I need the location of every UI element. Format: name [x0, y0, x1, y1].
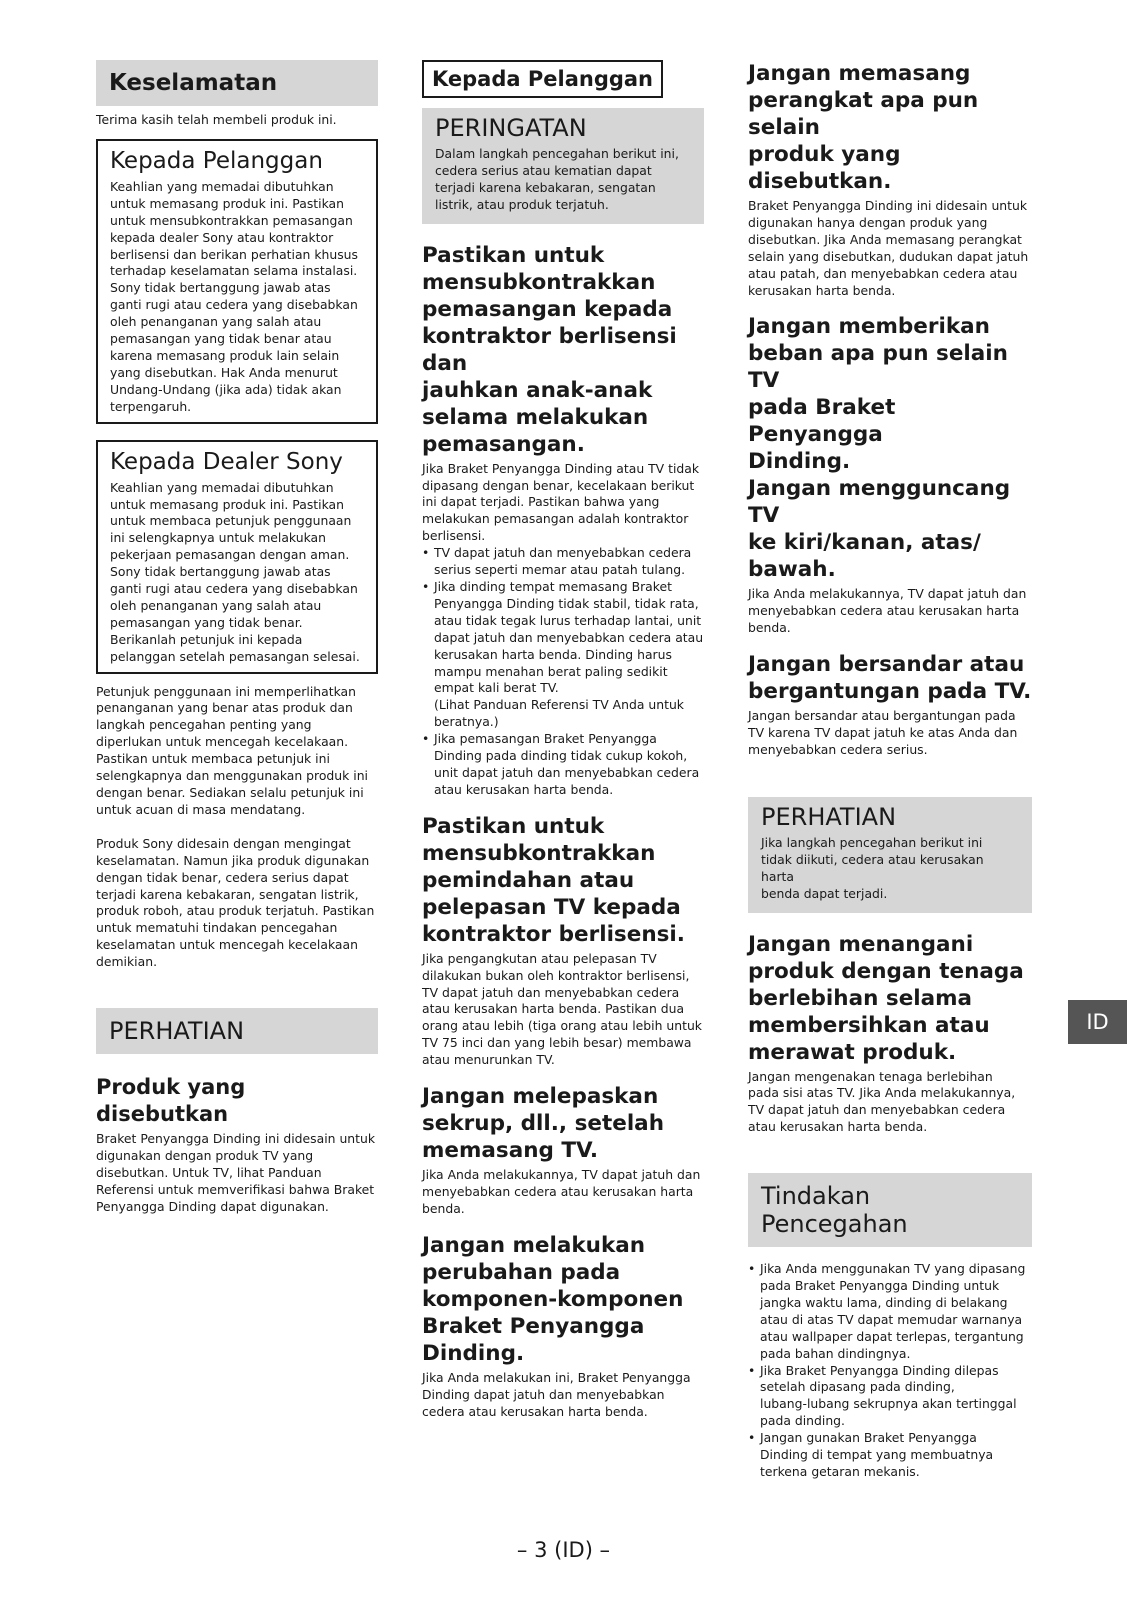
bullet-line: • Jangan gunakan Braket Penyangga [760, 1430, 977, 1446]
caution-title: PERHATIAN [761, 802, 897, 831]
bullet-item [422, 579, 704, 731]
text-line: Jika pengangkutan atau pelepasan TV [422, 950, 657, 966]
intro-paragraph [96, 684, 378, 819]
heading-line: pada Braket Penyangga [748, 395, 896, 448]
text-line: cedera atau kerusakan harta benda. [422, 1403, 648, 1419]
text-line: untuk membaca petunjuk penggunaan [110, 513, 352, 529]
dealer-notice-title: Kepada Dealer Sony [110, 448, 343, 475]
heading-line: jauhkan anak-anak [422, 377, 653, 403]
lean-text [748, 708, 1032, 759]
text-line: Dalam langkah pencegahan berikut ini, [435, 146, 679, 161]
text-line: Braket Penyangga Dinding ini didesain untuk [96, 1131, 376, 1147]
text-line: Jika Braket Penyangga Dinding atau TV tidak [422, 460, 700, 476]
text-line: diperlukan untuk mencegah kecelakaan. [96, 734, 349, 750]
heading-line: membersihkan atau [748, 1012, 990, 1038]
text-line: untuk memasang produk ini. Pastikan [110, 195, 344, 211]
text-line: pada sisi atas TV. Jika Anda melakukannya, [748, 1085, 1016, 1101]
bullet-line: pada bahan dindingnya. [760, 1345, 911, 1361]
text-line: untuk mensubkontrakkan pemasangan [110, 212, 353, 228]
text-line: listrik, atau produk terjatuh. [435, 196, 609, 212]
bullet-line: terkena getaran mekanis. [760, 1464, 920, 1479]
text-line: langkah pencegahan penting yang [96, 717, 312, 733]
heading-line: sekrup, dll., setelah [422, 1111, 665, 1137]
column-right [748, 60, 1032, 1481]
warning-box [422, 108, 704, 224]
text-line: keselamatan. Namun jika produk digunakan [96, 852, 370, 868]
section-heading-precautions: Tindakan Pencegahan [748, 1173, 1032, 1247]
heading-line: mensubkontrakkan [422, 840, 656, 866]
text-line: Sony tidak bertanggung jawab atas [110, 280, 331, 296]
text-line: oleh penanganan yang salah atau [110, 597, 322, 613]
heading-line: memasang TV. [422, 1138, 599, 1164]
lean-heading [748, 651, 1032, 705]
s-handle-section [748, 931, 1032, 1137]
precautions-bullets [748, 1261, 1032, 1481]
text-line: Pastikan untuk membaca petunjuk ini [96, 751, 330, 767]
text-line: berlisensi dan berikan perhatian khusus [110, 246, 358, 262]
customer-notice-title: Kepada Pelanggan [110, 147, 323, 174]
bullet-line: • Jika Anda menggunakan TV yang dipasang [760, 1261, 1026, 1277]
text-line: Referensi untuk memverifikasi bahwa Braket [96, 1181, 375, 1197]
text-line: digunakan hanya dengan produk yang [748, 214, 988, 230]
heading-line: merawat produk. [748, 1039, 957, 1065]
text-line: TV dapat jatuh dan menyebabkan cedera [748, 1102, 1006, 1118]
remove-heading [422, 813, 704, 948]
text-line: Dinding dapat jatuh dan menyebabkan [422, 1386, 665, 1402]
text-line: terjadi karena kebakaran, sengatan [435, 179, 656, 195]
s-load-section [748, 313, 1032, 637]
text-line: ini selengkapnya untuk melakukan [110, 530, 326, 546]
text-line: Petunjuk penggunaan ini memperlihatkan [96, 683, 356, 699]
text-line: terhadap keselamatan selama instalasi. [110, 263, 358, 279]
text-line: menyebabkan cedera atau kerusakan harta [422, 1184, 694, 1199]
heading-line: Jangan melakukan [422, 1232, 646, 1258]
bullet-line: • Jika Braket Penyangga Dinding dilepas [760, 1362, 999, 1378]
bullet-item [422, 545, 704, 579]
load-heading [748, 313, 1032, 583]
heading-line: pemasangan. [422, 431, 585, 457]
text-line: keselamatan untuk mencegah kecelakaan [96, 937, 358, 953]
section-heading-safety: Keselamatan [96, 60, 378, 106]
caution-text [761, 835, 1019, 903]
text-line: atau kerusakan harta benda. Pastikan dua [422, 1001, 685, 1017]
heading-line: produk dengan tenaga [748, 958, 1024, 984]
heading-line: beban apa pun selain TV [748, 341, 1008, 394]
heading-line: Pastikan untuk [422, 242, 605, 268]
s-other-devices-section [748, 60, 1032, 299]
other-devices-text [748, 198, 1032, 299]
heading-line: Jangan melepaskan [422, 1084, 659, 1110]
text-line: orang atau lebih (tiga orang atau lebih untuk [422, 1018, 702, 1034]
handle-heading [748, 931, 1032, 1066]
section-heading-customer: Kepada Pelanggan [422, 60, 663, 98]
heading-line: komponen-komponen [422, 1286, 684, 1312]
bullet-line: jangka waktu lama, dinding di belakang [760, 1294, 1008, 1310]
text-line: Jangan bersandar atau bergantungan pada [748, 708, 1016, 724]
text-line: Undang-Undang (jika ada) tidak akan [110, 381, 342, 397]
text-line: ini dapat terjadi. Pastikan bahwa yang [422, 494, 660, 510]
bullet-line: pada dinding. [760, 1413, 845, 1429]
text-line: Keahlian yang memadai dibutuhkan [110, 479, 334, 495]
text-line: untuk mematuhi tindakan pencegahan [96, 920, 338, 936]
text-line: dengan benar. Sediakan selalu petunjuk ini [96, 785, 364, 800]
heading-line: berlebihan selama [748, 985, 973, 1011]
text-line: Penyangga Dinding dapat digunakan. [96, 1198, 329, 1214]
heading-line: Jangan mengguncang TV [748, 476, 1011, 529]
text-line: cedera serius atau kematian dapat [435, 162, 652, 178]
text-line: Jika Anda melakukannya, TV dapat jatuh dan [748, 586, 1027, 602]
text-line: kerusakan harta benda. [748, 282, 896, 298]
warning-text [435, 146, 691, 214]
heading-line: Dinding. [422, 1340, 525, 1366]
bullet-line: setelah dipasang pada dinding, [760, 1379, 955, 1395]
screws-heading [422, 1083, 704, 1164]
text-line: disebutkan. Jika Anda memasang perangkat [748, 231, 1022, 247]
text-line: benda. [422, 1200, 465, 1216]
text-line: menyebabkan cedera serius. [748, 741, 928, 757]
text-line: pekerjaan pemasangan dengan aman. [110, 547, 350, 563]
bullet-line: lubang-lubang sekrupnya akan tertinggal [760, 1396, 1017, 1412]
bullet-line: serius seperti memar atau patah tulang. [434, 562, 686, 578]
dealer-notice-text [110, 480, 364, 666]
bullet-item [748, 1430, 1032, 1481]
bullet-line: • Jika dinding tempat memasang Braket [434, 578, 672, 594]
text-line: dipasang dengan benar, kecelakaan berikut [422, 477, 695, 493]
text-line: untuk acuan di masa mendatang. [96, 801, 306, 817]
handle-text [748, 1069, 1032, 1137]
install-intro [422, 461, 704, 546]
heading-line: perubahan pada [422, 1259, 621, 1285]
bullet-item [422, 731, 704, 799]
text-line: benda. [748, 620, 791, 636]
bullet-line: Dinding pada dinding tidak cukup kokoh, [434, 748, 688, 764]
column-left [96, 60, 378, 1216]
text-line: penanganan yang benar atas produk dan [96, 700, 353, 716]
text-line: terjadi karena kebakaran, sengatan listrik, [96, 886, 359, 902]
screws-text [422, 1167, 704, 1218]
bullet-line: atau di atas TV dapat memudar warnanya [760, 1311, 1023, 1327]
heading-line: bergantungan pada TV. [748, 679, 1032, 705]
modify-text [422, 1370, 704, 1421]
text-line: dilakukan bukan oleh kontraktor berlisensi, [422, 967, 690, 983]
bullet-line: empat kali berat TV. [434, 680, 559, 696]
text-line: yang disebutkan. Hak Anda menurut [110, 364, 338, 380]
text-line: ganti rugi atau cedera yang disebabkan [110, 581, 358, 597]
bullet-line: atau kerusakan harta benda. [434, 781, 614, 797]
heading-line: selama melakukan [422, 404, 649, 430]
text-line: TV karena TV dapat jatuh ke atas Anda dan [748, 725, 1018, 741]
text-line: TV dapat jatuh dan menyebabkan cedera [422, 984, 680, 1000]
section-heading-caution: PERHATIAN [96, 1008, 378, 1054]
bullet-line: (Lihat Panduan Referensi TV Anda untuk [434, 697, 684, 713]
bullet-line: dapat jatuh dan menyebabkan cedera atau [434, 629, 704, 645]
bullet-item [748, 1363, 1032, 1431]
other-devices-heading [748, 60, 1032, 195]
heading-line: Pastikan untuk [422, 813, 605, 839]
text-line: oleh penanganan yang salah atau [110, 314, 322, 330]
heading-line: ke kiri/kanan, atas/ [748, 530, 981, 556]
text-line: Sony tidak bertanggung jawab atas [110, 564, 331, 580]
text-line: benda dapat terjadi. [761, 885, 888, 901]
text-line: Jangan mengenakan tenaga berlebihan [748, 1068, 993, 1084]
text-line: karena memasang produk lain selain [110, 347, 340, 363]
s-remove-section [422, 813, 704, 1069]
text-line: Braket Penyangga Dinding ini didesain untuk [748, 198, 1028, 213]
install-bullets [422, 545, 704, 799]
heading-line: bawah. [748, 557, 836, 583]
install-heading [422, 242, 704, 458]
heading-line: Jangan bersandar atau [748, 652, 1025, 678]
bullet-line: kerusakan harta benda. Dinding harus [434, 646, 672, 662]
heading-line: Jangan menangani [748, 931, 974, 957]
heading-line: Dinding. [748, 449, 851, 475]
load-text [748, 586, 1032, 637]
text-line: TV 75 inci dan yang lebih besar) membawa [422, 1035, 692, 1051]
text-line: demikian. [96, 954, 158, 970]
text-line: berlisensi. [422, 528, 486, 544]
text-line: pemasangan yang tidak benar atau [110, 331, 332, 347]
safety-paragraph [96, 836, 378, 971]
heading-line: pemindahan atau [422, 867, 635, 893]
text-line: digunakan dengan produk TV yang [96, 1147, 314, 1163]
bullet-line: atau wallpaper dapat terlepas, tergantung [760, 1328, 1024, 1344]
dealer-notice-box [96, 440, 378, 674]
s-install-section [422, 242, 704, 799]
text-line: untuk memasang produk ini. Pastikan [110, 496, 344, 512]
bullet-line: • Jika pemasangan Braket Penyangga [434, 731, 657, 747]
customer-notice-box [96, 139, 378, 424]
bullet-line: mampu menahan berat paling sedikit [434, 663, 668, 679]
customer-notice-text [110, 179, 364, 416]
page-number: – 3 (ID) – [516, 1538, 611, 1562]
s-modify-section [422, 1232, 704, 1421]
text-line: pemasangan yang tidak benar. [110, 614, 303, 630]
text-line: dengan tidak benar, cedera serius dapat [96, 869, 349, 885]
heading-line: Braket Penyangga [422, 1313, 645, 1339]
text-line: Produk Sony didesain dengan mengingat [96, 835, 351, 851]
text-line: selain yang disebutkan, dudukan dapat jatuh [748, 248, 1029, 264]
heading-line: pelepasan TV kepada [422, 894, 681, 920]
product-text [96, 1131, 378, 1216]
heading-line: produk yang disebutkan. [748, 142, 901, 194]
text-line: ganti rugi atau cedera yang disebabkan [110, 297, 358, 313]
heading-line: Jangan memasang [748, 61, 971, 86]
bullet-line: atau tidak tegak lurus terhadap lantai, unit [434, 612, 702, 628]
text-line: pelanggan setelah pemasangan selesai. [110, 648, 360, 664]
text-line: kepada dealer Sony atau kontraktor [110, 229, 334, 245]
thanks-text: Terima kasih telah membeli produk ini. [96, 112, 337, 127]
bullet-line: beratnya.) [434, 714, 499, 730]
text-line: tidak diikuti, cedera atau kerusakan harta [761, 851, 984, 884]
remove-text [422, 951, 704, 1069]
s-lean-section [748, 651, 1032, 759]
modify-heading [422, 1232, 704, 1367]
language-tab: ID [1068, 1000, 1127, 1044]
text-line: atau patah, dan menyebabkan cedera atau [748, 265, 1018, 281]
bullet-line: unit dapat jatuh dan menyebabkan cedera [434, 764, 700, 780]
heading-line: Jangan memberikan [748, 314, 990, 340]
heading-line: kontraktor berlisensi. [422, 921, 685, 947]
bullet-line: • TV dapat jatuh dan menyebabkan cedera [434, 545, 692, 561]
heading-line: pemasangan kepada [422, 296, 673, 322]
text-line: Jika langkah pencegahan berikut ini [761, 834, 983, 850]
text-line: disebutkan. Untuk TV, lihat Panduan [96, 1164, 322, 1180]
text-line: melakukan pemasangan adalah kontraktor [422, 511, 689, 527]
text-line: terpengaruh. [110, 398, 192, 414]
text-line: produk roboh, atau produk terjatuh. Pastikan [96, 903, 375, 919]
text-line: menyebabkan cedera atau kerusakan harta [748, 603, 1020, 619]
text-line: Keahlian yang memadai dibutuhkan [110, 178, 334, 194]
bullet-line: Dinding di tempat yang membuatnya [760, 1447, 994, 1463]
text-line: atau menurunkan TV. [422, 1052, 555, 1068]
text-line: atau kerusakan harta benda. [748, 1119, 928, 1135]
heading-line: kontraktor berlisensi dan [422, 323, 677, 376]
heading-line: perangkat apa pun selain [748, 88, 979, 140]
s-screws-section [422, 1083, 704, 1218]
bullet-item [748, 1261, 1032, 1362]
text-line: Jika Anda melakukannya, TV dapat jatuh dan [422, 1167, 701, 1183]
text-line: Berikanlah petunjuk ini kepada [110, 631, 303, 647]
product-heading: Produk yang disebutkan [96, 1075, 246, 1127]
caution-box [748, 797, 1032, 913]
bullet-line: Penyangga Dinding tidak stabil, tidak rata, [434, 595, 699, 611]
column-middle [422, 60, 704, 1421]
warning-title: PERINGATAN [435, 114, 587, 142]
text-line: selengkapnya dan menggunakan produk ini [96, 768, 369, 784]
text-line: Jika Anda melakukan ini, Braket Penyangga [422, 1369, 691, 1385]
bullet-line: pada Braket Penyangga Dinding untuk [760, 1278, 1000, 1294]
heading-line: mensubkontrakkan [422, 269, 656, 295]
